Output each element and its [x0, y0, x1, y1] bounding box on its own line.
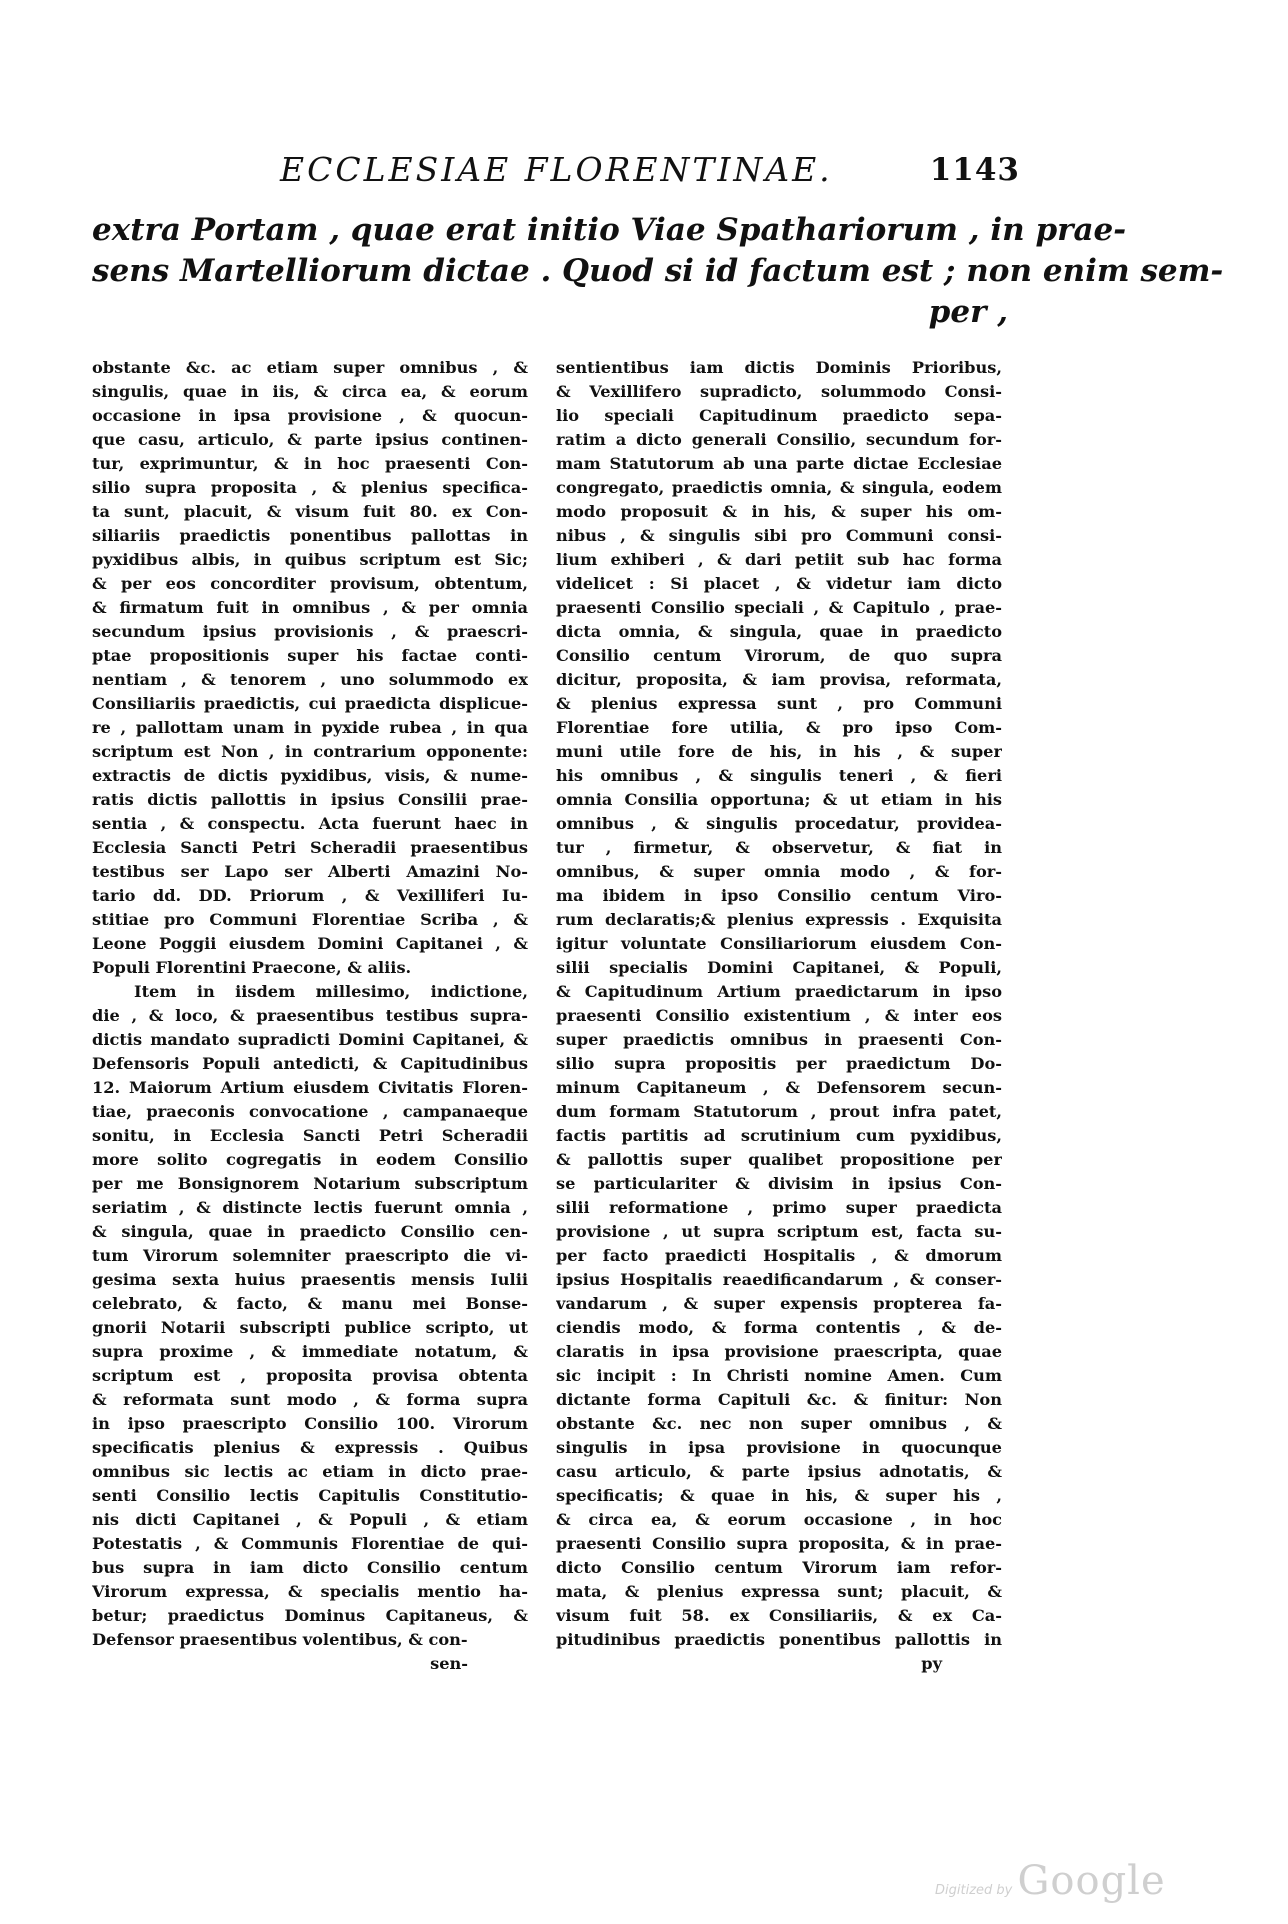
text-line: seriatim , & distincte lectis fuerunt omnia , — [92, 1198, 528, 1217]
text-line: ta sunt, placuit, & visum fuit 80. ex Con- — [92, 502, 528, 521]
text-line: que casu, articulo, & parte ipsius continen- — [92, 430, 528, 449]
text-line: silii specialis Domini Capitanei, & Populi, — [556, 958, 1002, 977]
watermark-brand: Google — [1017, 1858, 1166, 1904]
text-line: siliariis praedictis ponentibus pallottas in — [92, 526, 528, 545]
text-line: sic incipit : In Christi nomine Amen. Cum — [556, 1366, 1002, 1385]
text-line: praesenti Consilio existentium , & inter eos — [556, 1006, 1002, 1025]
text-line: Florentiae fore utilia, & pro ipso Com- — [556, 718, 1002, 737]
text-line: tum Virorum solemniter praescripto die vi- — [92, 1246, 528, 1265]
text-line: super praedictis omnibus in praesenti Con- — [556, 1030, 1002, 1049]
text-line: sonitu, in Ecclesia Sancti Petri Scheradii — [92, 1126, 528, 1145]
text-line: ratis dictis pallottis in ipsius Consilii prae- — [92, 790, 528, 809]
text-line: re , pallottam unam in pyxide rubea , in qua — [92, 718, 528, 737]
text-line: specificatis; & quae in his, & super his , — [556, 1486, 1002, 1505]
watermark-prefix: Digitized by — [935, 1883, 1013, 1898]
text-line: dictis mandato supradicti Domini Capitanei, & — [92, 1030, 528, 1049]
text-line: in ipso praescripto Consilio 100. Virorum — [92, 1414, 528, 1433]
text-line: se particulariter & divisim in ipsius Con- — [556, 1174, 1002, 1193]
text-line: & Vexillifero supradicto, solummodo Consi- — [556, 382, 1002, 401]
text-line: silio supra proposita , & plenius specifica- — [92, 478, 528, 497]
text-line: congregato, praedictis omnia, & singula, eodem — [556, 478, 1002, 497]
note-line: per , — [928, 294, 1008, 330]
text-line: lio speciali Capitudinum praedicto sepa- — [556, 406, 1002, 425]
text-line: Consilio centum Virorum, de quo supra — [556, 646, 1002, 665]
text-line: betur; praedictus Dominus Capitaneus, & — [92, 1606, 528, 1625]
text-line: lium exhiberi , & dari petiit sub hac forma — [556, 550, 1002, 569]
text-line: provisione , ut supra scriptum est, facta su- — [556, 1222, 1002, 1241]
text-line: specificatis plenius & expressis . Quibus — [92, 1438, 528, 1457]
text-line: nis dicti Capitanei , & Populi , & etiam — [92, 1510, 528, 1529]
text-line: gnorii Notarii subscripti publice scripto, ut — [92, 1318, 528, 1337]
text-line: & per eos concorditer provisum, obtentum, — [92, 574, 528, 593]
text-line: tur, exprimuntur, & in hoc praesenti Con- — [92, 454, 528, 473]
text-line: pitudinibus praedictis ponentibus pallottis in — [556, 1630, 1002, 1649]
text-line: Virorum expressa, & specialis mentio ha- — [92, 1582, 528, 1601]
text-line: obstante &c. nec non super omnibus , & — [556, 1414, 1002, 1433]
text-line: occasione in ipsa provisione , & quocun- — [92, 406, 528, 425]
text-line: mam Statutorum ab una parte dictae Ecclesiae — [556, 454, 1002, 473]
text-line: ma ibidem in ipso Consilio centum Viro- — [556, 886, 1002, 905]
text-line: vandarum , & super expensis propterea fa- — [556, 1294, 1002, 1313]
text-line: scriptum est , proposita provisa obtenta — [92, 1366, 528, 1385]
text-line: Populi Florentini Praecone, & aliis. — [92, 958, 412, 977]
text-line: supra proxime , & immediate notatum, & — [92, 1342, 528, 1361]
text-line: his omnibus , & singulis teneri , & fieri — [556, 766, 1002, 785]
text-line: singulis, quae in iis, & circa ea, & eorum — [92, 382, 528, 401]
text-line: extractis de dictis pyxidibus, visis, & nume- — [92, 766, 528, 785]
running-head — [260, 150, 1020, 194]
text-line: Defensoris Populi antedicti, & Capitudinibus — [92, 1054, 528, 1073]
text-line: py — [921, 1654, 942, 1673]
text-line: claratis in ipsa provisione praescripta, quae — [556, 1342, 1002, 1361]
text-line: silio supra propositis per praedictum Do- — [556, 1054, 1002, 1073]
page-number: 1143 — [929, 152, 1020, 188]
right-column — [556, 356, 1002, 1676]
text-line: visum fuit 58. ex Consiliariis, & ex Ca- — [556, 1606, 1002, 1625]
note-line: sens Martelliorum dictae . Quod si id factum est ; non enim sem- — [92, 253, 1224, 289]
text-line: sen- — [430, 1654, 468, 1673]
text-line: omnibus sic lectis ac etiam in dicto prae- — [92, 1462, 528, 1481]
text-line: Leone Poggii eiusdem Domini Capitanei , & — [92, 934, 528, 953]
text-line: dicitur, proposita, & iam provisa, reformata, — [556, 670, 1002, 689]
text-line: omnia Consilia opportuna; & ut etiam in his — [556, 790, 1002, 809]
text-line: omnibus, & super omnia modo , & for- — [556, 862, 1002, 881]
text-line: casu articulo, & parte ipsius adnotatis, & — [556, 1462, 1002, 1481]
text-line: ciendis modo, & forma contentis , & de- — [556, 1318, 1002, 1337]
text-line: pyxidibus albis, in quibus scriptum est Sic; — [92, 550, 528, 569]
text-line: gesima sexta huius praesentis mensis Iulii — [92, 1270, 528, 1289]
text-line: & plenius expressa sunt , pro Communi — [556, 694, 1002, 713]
text-line: scriptum est Non , in contrarium opponente: — [92, 742, 528, 761]
text-line: Item in iisdem millesimo, indictione, — [134, 982, 528, 1001]
text-line: muni utile fore de his, in his , & super — [556, 742, 1002, 761]
text-line: omnibus , & singulis procedatur, providea- — [556, 814, 1002, 833]
text-line: & singula, quae in praedicto Consilio cen- — [92, 1222, 528, 1241]
text-line: nentiam , & tenorem , uno solummodo ex — [92, 670, 528, 689]
text-line: ratim a dicto generali Consilio, secundum for- — [556, 430, 1002, 449]
note-line: extra Portam , quae erat initio Viae Spathariorum , in prae- — [92, 212, 1127, 248]
text-line: per facto praedicti Hospitalis , & dmorum — [556, 1246, 1002, 1265]
text-line: per me Bonsignorem Notarium subscriptum — [92, 1174, 528, 1193]
text-line: Consiliariis praedictis, cui praedicta displicue- — [92, 694, 528, 713]
text-line: testibus ser Lapo ser Alberti Amazini No- — [92, 862, 528, 881]
text-line: igitur voluntate Consiliariorum eiusdem Con- — [556, 934, 1002, 953]
text-line: tiae, praeconis convocatione , campanaeque — [92, 1102, 528, 1121]
text-line: tur , firmetur, & observetur, & fiat in — [556, 838, 1002, 857]
text-line: 12. Maiorum Artium eiusdem Civitatis Floren- — [92, 1078, 528, 1097]
text-line: senti Consilio lectis Capitulis Constitutio- — [92, 1486, 528, 1505]
text-line: & pallottis super qualibet propositione per — [556, 1150, 1002, 1169]
text-line: sentia , & conspectu. Acta fuerunt haec in — [92, 814, 528, 833]
text-line: singulis in ipsa provisione in quocunque — [556, 1438, 1002, 1457]
text-line: videlicet : Si placet , & videtur iam dicto — [556, 574, 1002, 593]
text-line: Potestatis , & Communis Florentiae de qui- — [92, 1534, 528, 1553]
text-line: dum formam Statutorum , prout infra patet, — [556, 1102, 1002, 1121]
text-line: modo proposuit & in his, & super his om- — [556, 502, 1002, 521]
text-line: stitiae pro Communi Florentiae Scriba , & — [92, 910, 528, 929]
text-line: sentientibus iam dictis Dominis Prioribus, — [556, 358, 1002, 377]
italic-note-continuation — [92, 210, 1224, 333]
running-title: ECCLESIAE FLORENTINAE. — [280, 150, 833, 189]
text-line: obstante &c. ac etiam super omnibus , & — [92, 358, 528, 377]
text-line: secundum ipsius provisionis , & praescri- — [92, 622, 528, 641]
text-line: ptae propositionis super his factae conti- — [92, 646, 528, 665]
text-line: & reformata sunt modo , & forma supra — [92, 1390, 528, 1409]
text-line: dictante forma Capituli &c. & finitur: Non — [556, 1390, 1002, 1409]
text-line: praesenti Consilio speciali , & Capitulo , prae- — [556, 598, 1002, 617]
text-line: mata, & plenius expressa sunt; placuit, & — [556, 1582, 1002, 1601]
text-line: nibus , & singulis sibi pro Communi consi- — [556, 526, 1002, 545]
text-line: tario dd. DD. Priorum , & Vexilliferi Iu- — [92, 886, 528, 905]
text-line: more solito cogregatis in eodem Consilio — [92, 1150, 528, 1169]
text-line: & Capitudinum Artium praedictarum in ipso — [556, 982, 1002, 1001]
text-line: & firmatum fuit in omnibus , & per omnia — [92, 598, 528, 617]
text-line: rum declaratis;& plenius expressis . Exquisita — [556, 910, 1002, 929]
digitized-by-google-watermark — [935, 1858, 1166, 1904]
text-line: dicta omnia, & singula, quae in praedicto — [556, 622, 1002, 641]
text-line: die , & loco, & praesentibus testibus supra- — [92, 1006, 528, 1025]
text-line: silii reformatione , primo super praedicta — [556, 1198, 1002, 1217]
text-line: dicto Consilio centum Virorum iam refor- — [556, 1558, 1002, 1577]
left-column — [92, 356, 528, 1676]
text-line: factis partitis ad scrutinium cum pyxidibus, — [556, 1126, 1002, 1145]
text-line: Defensor praesentibus volentibus, & con- — [92, 1630, 468, 1649]
text-line: bus supra in iam dicto Consilio centum — [92, 1558, 528, 1577]
text-line: ipsius Hospitalis reaedificandarum , & conser- — [556, 1270, 1002, 1289]
text-line: praesenti Consilio supra proposita, & in prae- — [556, 1534, 1002, 1553]
text-line: celebrato, & facto, & manu mei Bonse- — [92, 1294, 528, 1313]
text-line: Ecclesia Sancti Petri Scheradii praesentibus — [92, 838, 528, 857]
text-line: minum Capitaneum , & Defensorem secun- — [556, 1078, 1002, 1097]
text-line: & circa ea, & eorum occasione , in hoc — [556, 1510, 1002, 1529]
